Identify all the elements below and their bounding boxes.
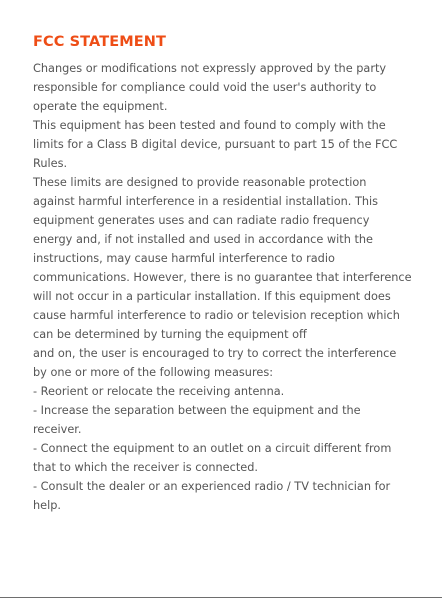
statement-line: limits for a Class B digital device, pursuant to part 15 of the FCC [33,138,398,151]
statement-line: This equipment has been tested and found to comply with the [33,119,386,132]
statement-line: and on, the user is encouraged to try to correct the interference [33,347,397,360]
statement-line: instructions, may cause harmful interference to radio [33,252,335,265]
bottom-divider [0,597,442,598]
measure-increase-separation: - Increase the separation between the equipment and the [33,404,361,417]
statement-line: communications. However, there is no guarantee that interference [33,271,412,284]
statement-line: by one or more of the following measures: [33,366,274,379]
fcc-statement-body [33,59,425,515]
statement-line: cause harmful interference to radio or television reception which [33,309,400,322]
measure-connect-outlet-cont: that to which the receiver is connected. [33,461,258,474]
measure-increase-separation-cont: receiver. [33,423,82,436]
statement-line: responsible for compliance could void the user's authority to [33,81,377,94]
measure-consult-dealer: - Consult the dealer or an experienced radio / TV technician for [33,480,391,493]
statement-line: Rules. [33,157,68,170]
measure-consult-dealer-cont: help. [33,499,62,512]
statement-line: against harmful interference in a residential installation. This [33,195,379,208]
measure-connect-outlet: - Connect the equipment to an outlet on a circuit different from [33,442,392,455]
measure-reorient-antenna: - Reorient or relocate the receiving antenna. [33,385,285,398]
fcc-statement-title: FCC STATEMENT [33,34,166,50]
statement-line: operate the equipment. [33,100,168,113]
statement-line: These limits are designed to provide reasonable protection [33,176,367,189]
statement-line: energy and, if not installed and used in accordance with the [33,233,374,246]
statement-line: Changes or modifications not expressly approved by the party [33,62,387,75]
statement-line: will not occur in a particular installation. If this equipment does [33,290,391,303]
statement-line: can be determined by turning the equipment off [33,328,307,341]
statement-line: equipment generates uses and can radiate radio frequency [33,214,370,227]
